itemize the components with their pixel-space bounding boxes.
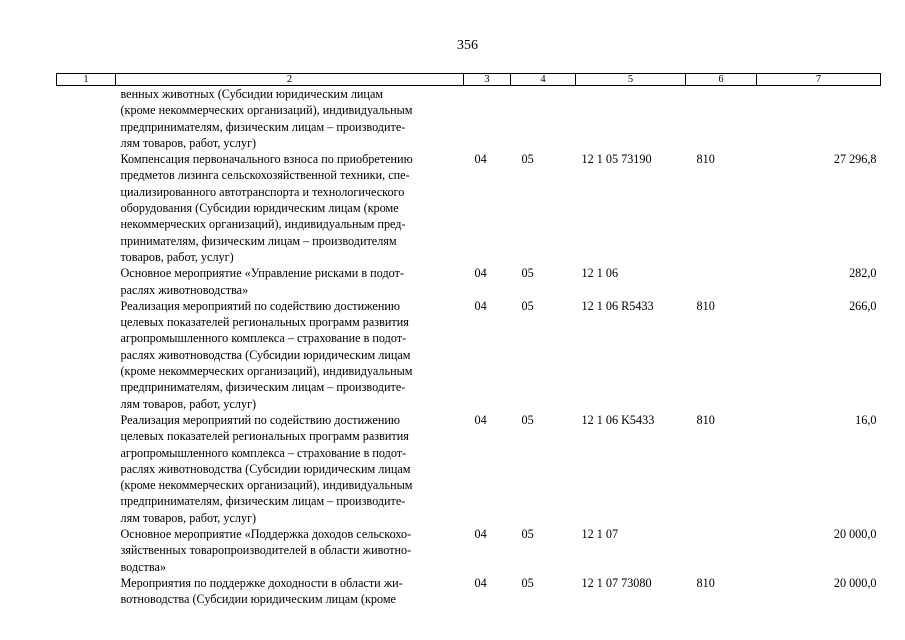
row-number-cell bbox=[57, 298, 116, 412]
item-name-line: лям товаров, работ, услуг) bbox=[120, 510, 257, 525]
expense-type-cell: 810 bbox=[696, 575, 715, 590]
item-name-line: оборудования (Субсидии юридическим лицам (кроме bbox=[120, 201, 399, 216]
row-number-cell bbox=[57, 265, 116, 298]
column-number-6: 6 bbox=[686, 74, 757, 86]
target-article-cell bbox=[576, 86, 686, 152]
item-name-line: целевых показателей региональных программ развития bbox=[120, 429, 409, 444]
target-article-cell: 12 1 07 73080 bbox=[581, 575, 652, 590]
expense-type-cell: 810 bbox=[696, 152, 715, 167]
expense-type-cell: 810 bbox=[696, 412, 715, 427]
page-number: 356 bbox=[457, 38, 478, 53]
item-name-line: Мероприятия по поддержке доходности в области жи- bbox=[120, 575, 403, 590]
subsection-code-cell: 05 bbox=[521, 575, 534, 590]
row-number-cell bbox=[57, 575, 116, 608]
item-name-line: лям товаров, работ, услуг) bbox=[120, 396, 257, 411]
item-name-cell bbox=[116, 575, 464, 608]
item-name-cell bbox=[116, 151, 464, 265]
expense-type-cell bbox=[686, 526, 757, 575]
budget-table bbox=[56, 73, 881, 608]
item-name-line: агропромышленного комплекса – страхование в подот- bbox=[120, 331, 407, 346]
table-row bbox=[57, 298, 881, 412]
item-name-line: циализированного автотранспорта и технологического bbox=[120, 184, 405, 199]
table-row bbox=[57, 575, 881, 608]
item-name-line: предпринимателям, физическим лицам – производите- bbox=[120, 380, 406, 395]
column-number-7: 7 bbox=[757, 74, 881, 86]
row-number-cell bbox=[57, 526, 116, 575]
table-row bbox=[57, 526, 881, 575]
section-code-cell: 04 bbox=[474, 298, 487, 313]
item-name-line: Основное мероприятие «Управление рисками в подот- bbox=[120, 266, 404, 281]
table-row bbox=[57, 265, 881, 298]
expense-type-cell bbox=[686, 265, 757, 298]
row-number-cell bbox=[57, 151, 116, 265]
item-name-line: зяйственных товаропроизводителей в области животно- bbox=[120, 543, 412, 558]
section-code-cell: 04 bbox=[474, 527, 487, 542]
column-number-5: 5 bbox=[576, 74, 686, 86]
expense-type-cell bbox=[686, 86, 757, 152]
target-article-cell: 12 1 06 K5433 bbox=[581, 412, 655, 427]
item-name-line: товаров, работ, услуг) bbox=[120, 249, 234, 264]
item-name-line: предпринимателям, физическим лицам – производите- bbox=[120, 119, 406, 134]
item-name-line: раслях животноводства (Субсидии юридическим лицам bbox=[120, 347, 411, 362]
table-row bbox=[57, 86, 881, 152]
item-name-cell bbox=[116, 86, 464, 152]
target-article-cell: 12 1 05 73190 bbox=[581, 152, 652, 167]
amount-cell: 20 000,0 bbox=[833, 527, 877, 542]
column-number-row bbox=[57, 74, 881, 86]
item-name-line: (кроме некоммерческих организаций), индивидуальным bbox=[120, 364, 413, 379]
item-name-line: Реализация мероприятий по содействию достижению bbox=[120, 298, 400, 313]
item-name-line: принимателям, физическим лицам – производителям bbox=[120, 233, 397, 248]
item-name-cell bbox=[116, 412, 464, 526]
section-code-cell: 04 bbox=[474, 266, 487, 281]
item-name-line: предметов лизинга сельскохозяйственной техники, спе- bbox=[120, 168, 410, 183]
target-article-cell: 12 1 06 bbox=[581, 266, 619, 281]
item-name-line: раслях животноводства» bbox=[120, 282, 249, 297]
item-name-line: (кроме некоммерческих организаций), индивидуальным bbox=[120, 103, 413, 118]
item-name-line: (кроме некоммерческих организаций), индивидуальным bbox=[120, 478, 413, 493]
subsection-code-cell: 05 bbox=[521, 298, 534, 313]
target-article-cell: 12 1 07 bbox=[581, 527, 619, 542]
amount-cell: 282,0 bbox=[849, 266, 877, 281]
column-number-1: 1 bbox=[57, 74, 116, 86]
column-number-3: 3 bbox=[464, 74, 511, 86]
item-name-line: Компенсация первоначального взноса по приобретению bbox=[120, 152, 413, 167]
item-name-line: целевых показателей региональных программ развития bbox=[120, 315, 409, 330]
item-name-cell bbox=[116, 265, 464, 298]
subsection-code-cell: 05 bbox=[521, 266, 534, 281]
subsection-code-cell: 05 bbox=[521, 412, 534, 427]
table-body bbox=[57, 86, 881, 608]
column-number-2: 2 bbox=[116, 74, 464, 86]
table-row bbox=[57, 151, 881, 265]
item-name-cell bbox=[116, 526, 464, 575]
subsection-code-cell: 05 bbox=[521, 527, 534, 542]
section-code-cell: 04 bbox=[474, 412, 487, 427]
target-article-cell: 12 1 06 R5433 bbox=[581, 298, 654, 313]
item-name-line: агропромышленного комплекса – страхование в подот- bbox=[120, 445, 407, 460]
amount-cell: 27 296,8 bbox=[833, 152, 877, 167]
row-number-cell bbox=[57, 412, 116, 526]
item-name-line: Основное мероприятие «Поддержка доходов сельскохо- bbox=[120, 527, 412, 542]
item-name-line: водства» bbox=[120, 559, 166, 574]
item-name-line: венных животных (Субсидии юридическим лицам bbox=[120, 87, 384, 101]
item-name-line: раслях животноводства (Субсидии юридическим лицам bbox=[120, 461, 411, 476]
amount-cell: 20 000,0 bbox=[833, 575, 877, 590]
section-code-cell bbox=[464, 86, 511, 152]
item-name-line: предпринимателям, физическим лицам – производите- bbox=[120, 494, 406, 509]
subsection-code-cell: 05 bbox=[521, 152, 534, 167]
section-code-cell: 04 bbox=[474, 152, 487, 167]
item-name-line: некоммерческих организаций), индивидуальным пред- bbox=[120, 217, 406, 232]
expense-type-cell: 810 bbox=[696, 298, 715, 313]
item-name-line: вотноводства (Субсидии юридическим лицам (кроме bbox=[120, 592, 396, 607]
amount-cell: 16,0 bbox=[855, 412, 877, 427]
item-name-line: лям товаров, работ, услуг) bbox=[120, 135, 257, 150]
amount-cell: 266,0 bbox=[849, 298, 877, 313]
section-code-cell: 04 bbox=[474, 575, 487, 590]
amount-cell bbox=[757, 86, 881, 152]
column-number-4: 4 bbox=[511, 74, 576, 86]
row-number-cell bbox=[57, 86, 116, 152]
subsection-code-cell bbox=[511, 86, 576, 152]
table-row bbox=[57, 412, 881, 526]
item-name-line: Реализация мероприятий по содействию достижению bbox=[120, 412, 400, 427]
item-name-cell bbox=[116, 298, 464, 412]
